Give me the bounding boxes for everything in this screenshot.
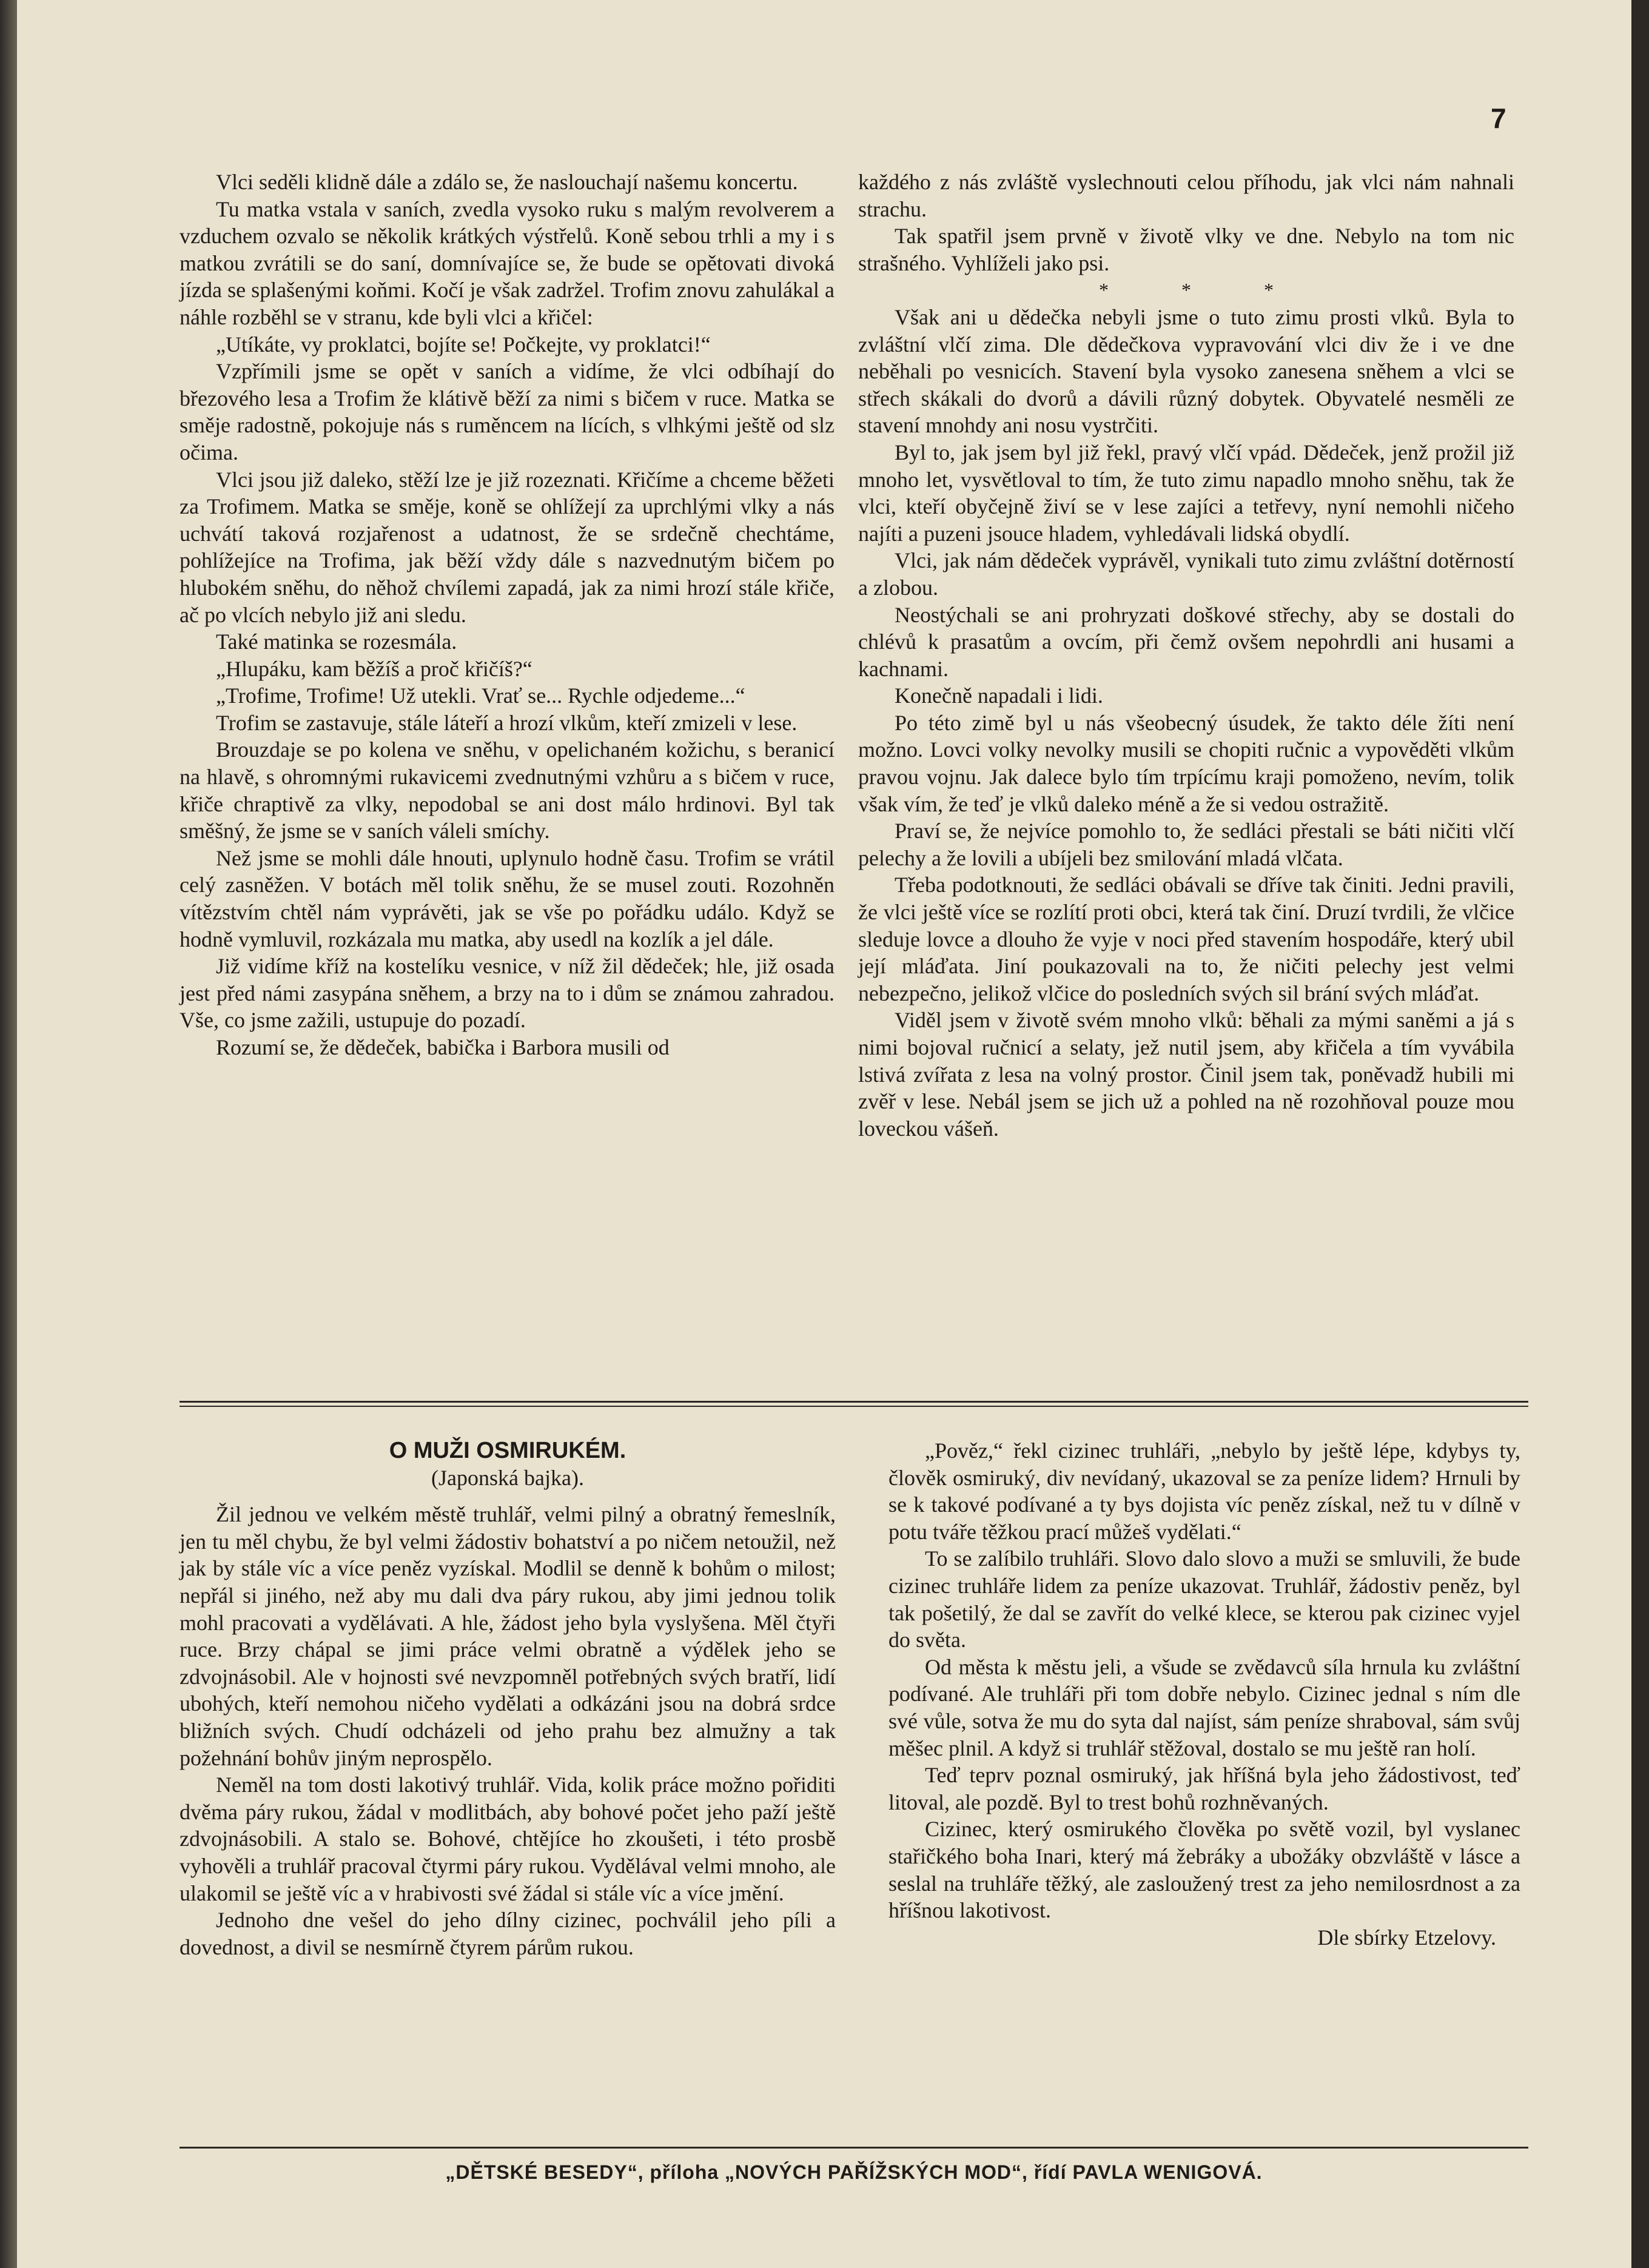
star: * bbox=[1181, 279, 1191, 301]
section-separator bbox=[858, 277, 1514, 304]
paragraph: „Trofime, Trofime! Už utekli. Vrať se... Rychle odjedeme...“ bbox=[216, 683, 745, 708]
paragraph: Již vidíme kříž na kostelíku vesnice, v níž žil dědeček; hle, již osada jest před námi zasypána sněhem, a brzy na to i dům se známou zahradou. Vše, co jsme zažili, ustupuje do pozadí. bbox=[180, 954, 835, 1033]
star: * bbox=[1099, 279, 1109, 301]
paragraph: Brouzdaje se po kolena ve sněhu, v opelichaném kožichu, s beranicí na hlavě, s ohromnými rukavicemi zvednutnými vzhůru a s bičem v ruce, křiče chraptivě za vlky, nepodobal se ani dost málo hrdinovi. Byl tak směšný, že jsme se v saních váleli smíchy. bbox=[180, 737, 835, 844]
paragraph: Teď teprv poznal osmiruký, jak hříšná byla jeho žádostivost, teď litoval, ale pozdě. Byl to trest bohů rozhněvaných. bbox=[888, 1763, 1520, 1814]
signature: Dle sbírky Etzelovy. bbox=[1317, 1925, 1496, 1950]
paragraph: Vlci seděli klidně dále a zdálo se, že naslouchají našemu koncertu. bbox=[216, 170, 798, 194]
paragraph: každého z nás zvláště vyslechnouti celou příhodu, jak vlci nám nahnali strachu. bbox=[858, 170, 1514, 221]
magazine-page bbox=[17, 0, 1631, 2268]
paragraph: „Utíkáte, vy proklatci, bojíte se! Počkejte, vy proklatci!“ bbox=[216, 332, 711, 357]
paragraph: Neměl na tom dosti lakotivý truhlář. Vida, kolik práce možno pořiditi dvěma páry rukou, žádal v modlitbách, aby bohové počet jeho paží ještě zdvojnásobili. A stalo se. Bohové, chtějíce ho zkoušeti, i této prosbě vyhověli a truhlář pracoval čtyrmi páry rukou. Vydělával velmi mnoho, ale ulakomil se ještě víc a v hrabivosti své žádal si stále víc a více jmění. bbox=[180, 1773, 836, 1905]
section-divider bbox=[180, 1406, 1528, 1407]
paragraph: Vlci, jak nám dědeček vyprávěl, vynikali tuto zimu zvláštní dotěrností a zlobou. bbox=[858, 548, 1514, 600]
article-title: O MUŽI OSMIRUKÉM. bbox=[389, 1438, 626, 1463]
article2-column2 bbox=[888, 1437, 1520, 1951]
paragraph: Viděl jsem v životě svém mnoho vlků: běhali za mými saněmi a já s nimi bojoval ručnicí a selaty, jež nutil jsem, aby křičela a tím vyvábila lstivá zvířata z lesa na volný prostor. Činil jsem tak, poněvadž hubili mi zvěř v lese. Nebál jsem se jich už a pohled na ně rozohňoval pouze mou loveckou vášeň. bbox=[858, 1008, 1514, 1141]
paragraph: Rozumí se, že dědeček, babička i Barbora musili od bbox=[216, 1035, 670, 1059]
paragraph: Však ani u dědečka nebyli jsme o tuto zimu prosti vlků. Byla to zvláštní vlčí zima. Dle dědečkova vypravování vlci div že i ve dne neběhali po vesnicích. Stavení byla vysoko zanesena sněhem a vlci se střech skákali do dvorů a dávili různý dobytek. Obyvatelé nesměli ze stavení mnohdy ani nosu vystrčiti. bbox=[858, 304, 1514, 438]
paragraph: Vlci jsou již daleko, stěží lze je již rozeznati. Křičíme a chceme běžeti za Trofimem. Matka se směje, koně se ohlížejí za uprchlými vlky a nás uchvátí taková rozjařenost a udatnost, že se srdečně chechtáme, pohlížejíce na Trofima, jak běží vždy dále s nazvednutým bičem po hlubokém sněhu, do něhož chvílemi zapadá, jak za nimi hrozí stále křiče, ač po vlcích nebylo již ani sledu. bbox=[180, 467, 835, 627]
paragraph: Praví se, že nejvíce pomohlo to, že sedláci přestali se báti ničiti vlčí pelechy a že lovili a ubíjeli bez smilování mladá vlčata. bbox=[858, 819, 1514, 870]
paragraph: „Pověz,“ řekl cizinec truhláři, „nebylo by ještě lépe, kdybys ty, člověk osmiruký, div nevídaný, ukazoval se za peníze lidem? Hrnuli by se k takové podívané a ty bys dojista víc peněz získal, než tu v dílně v potu tváře těžkou prací můžeš vydělati.“ bbox=[888, 1438, 1520, 1544]
paragraph: Konečně napadali i lidi. bbox=[895, 683, 1103, 708]
paragraph: Žil jednou ve velkém městě truhlář, velmi pilný a obratný řemeslník, jen tu měl chybu, že byl velmi žádostiv bohatství a po ničem netoužil, než jak by stále víc a více peněz vyzískal. Modlil se denně k bohům o milost; nepřál si jiného, než aby mu dali dva páry rukou, aby jimi jednou tolik mohl pracovati a vydělávati. A hle, žádost jeho byla vyslyšena. Měl čtyři ruce. Brzy chápal se jimi práce velmi obratně a výdělek jeho se zdvojnásobil. Ale v hojnosti své nevzpomněl potřebných svých bratří, lidí ubohých, kteří nemohou ničeho vydělati a odkázáni jsou na dobrá srdce bližních svých. Chudí odcházeli od jeho prahu bez almužny a tak požehnání bohův jiným neprospělo. bbox=[180, 1502, 836, 1770]
page-edge bbox=[1631, 0, 1649, 2268]
paragraph: Jednoho dne vešel do jeho dílny cizinec, pochválil jeho píli a dovednost, a divil se nesmírně čtyrem párům rukou. bbox=[180, 1908, 836, 1959]
paragraph: Tu matka vstala v saních, zvedla vysoko ruku s malým revolverem a vzduchem ozvalo se několik krátkých výstřelů. Koně sebou trhli a my i s matkou zvrátili se do saní, domnívajíce se, že bude se opětovati divoká jízda se splašenými koňmi. Kočí je však zadržel. Trofim znovu zahulákal a náhle rozběhl se v stranu, kde byli vlci a křičel: bbox=[180, 196, 835, 329]
paragraph: Po této zimě byl u nás všeobecný úsudek, že takto déle žíti není možno. Lovci volky nevolky musili se chopiti ručnic a vypověděti vlkům pravou vojnu. Jak dalece bylo tím trpícímu kraji pomoženo, nevím, tolik však vím, že teď je vlků daleko méně a že si vedou ostražitě. bbox=[858, 710, 1514, 816]
paragraph: Trofim se zastavuje, stále láteří a hrozí vlkům, kteří zmizeli v lese. bbox=[216, 710, 798, 735]
footer-divider bbox=[180, 2147, 1528, 2149]
paragraph: Tak spatřil jsem prvně v životě vlky ve dne. Nebylo na tom nic strašného. Vyhlíželi jako psi. bbox=[858, 224, 1514, 275]
binding-shadow bbox=[0, 0, 17, 2268]
page-number: 7 bbox=[1491, 102, 1506, 134]
paragraph: Neostýchali se ani prohryzati doškové střechy, aby se dostali do chlévů k prasatům a ovcím, při čemž ovšem nepohrdli ani husami a kachnami. bbox=[858, 602, 1514, 681]
paragraph: Také matinka se rozesmála. bbox=[216, 629, 457, 654]
paragraph: Než jsme se mohli dále hnouti, uplynulo hodně času. Trofim se vrátil celý zasněžen. V botách měl tolik sněhu, že se musel zouti. Rozohněn vítězstvím chtěl nám vyprávěti, jak se vše po pořádku událo. Když se hodně vymluvil, rozkázala mu matka, aby usedl na kozlík a jel dále. bbox=[180, 845, 835, 951]
star: * bbox=[1264, 279, 1274, 301]
paragraph: Vzpřímili jsme se opět v saních a vidíme, že vlci odbíhají do březového lesa a Trofim že klátivě běží za nimi s bičem v ruce. Matka se směje radostně, pokojuje nás s ruměncem na lících, s vlhkými ještě od slz očima. bbox=[180, 359, 835, 465]
footer-imprint: „DĚTSKÉ BESEDY“, příloha „NOVÝCH PAŘÍŽSKÝCH MOD“, řídí PAVLA WENIGOVÁ. bbox=[445, 2161, 1263, 2183]
paragraph: Byl to, jak jsem byl již řekl, pravý vlčí vpád. Dědeček, jenž prožil již mnoho let, vysvětloval to tím, že tuto zimu napadlo mnoho sněhu, tak že vlci, kteří obyčejně živí se v lese zajíci a tetřevy, nyní nemohli ničeho najíti a puzeni jsouce hladem, vyhledávali lidská obydlí. bbox=[858, 440, 1514, 546]
paragraph: To se zalíbilo truhláři. Slovo dalo slovo a muži se smluvili, že bude cizinec truhláře lidem za peníze ukazovat. Truhlář, žádostiv peněz, byl tak pošetilý, že dal se zavřít do velké klece, se kterou pak cizinec vyjel do světa. bbox=[888, 1546, 1520, 1652]
section-divider bbox=[180, 1401, 1528, 1403]
article1-column1 bbox=[180, 169, 835, 1061]
article1-column2 bbox=[858, 169, 1514, 1142]
paragraph: Třeba podotknouti, že sedláci obávali se dříve tak činiti. Jedni pravili, že vlci ještě více se rozlítí proti obci, která tak činí. Druzí tvrdili, že vlčice sleduje lovce a dlouho že vyje v noci před stavením hospodáře, který ubil její mláďata. Jiní poukazovali na to, že ničiti pelechy jest velmi nebezpečno, jelikož vlčice do posledních svých sil brání svých mláďat. bbox=[858, 873, 1514, 1005]
paragraph: Cizinec, který osmirukého člověka po světě vozil, byl vyslanec stařičkého boha Inari, který má žebráky a ubožáky obzvláště v lásce a seslal na truhláře těžký, ale zasloužený trest za jeho nemilosrdnost a za hříšnou lakotivost. bbox=[888, 1817, 1520, 1923]
article-subtitle: (Japonská bajka). bbox=[431, 1465, 584, 1490]
paragraph: „Hlupáku, kam běžíš a proč křičíš?“ bbox=[216, 656, 532, 681]
paragraph: Od města k městu jeli, a všude se zvědavců síla hrnula ku zvláštní podívané. Ale truhláři při tom dobře nebylo. Cizinec jednal s ním dle své vůle, sotva že mu do syta dal najíst, sám peníze shraboval, sám svůj měšec plnil. A když si truhlář stěžoval, dostalo se mu ještě ran holí. bbox=[888, 1654, 1520, 1760]
article2-column1 bbox=[180, 1437, 836, 1961]
